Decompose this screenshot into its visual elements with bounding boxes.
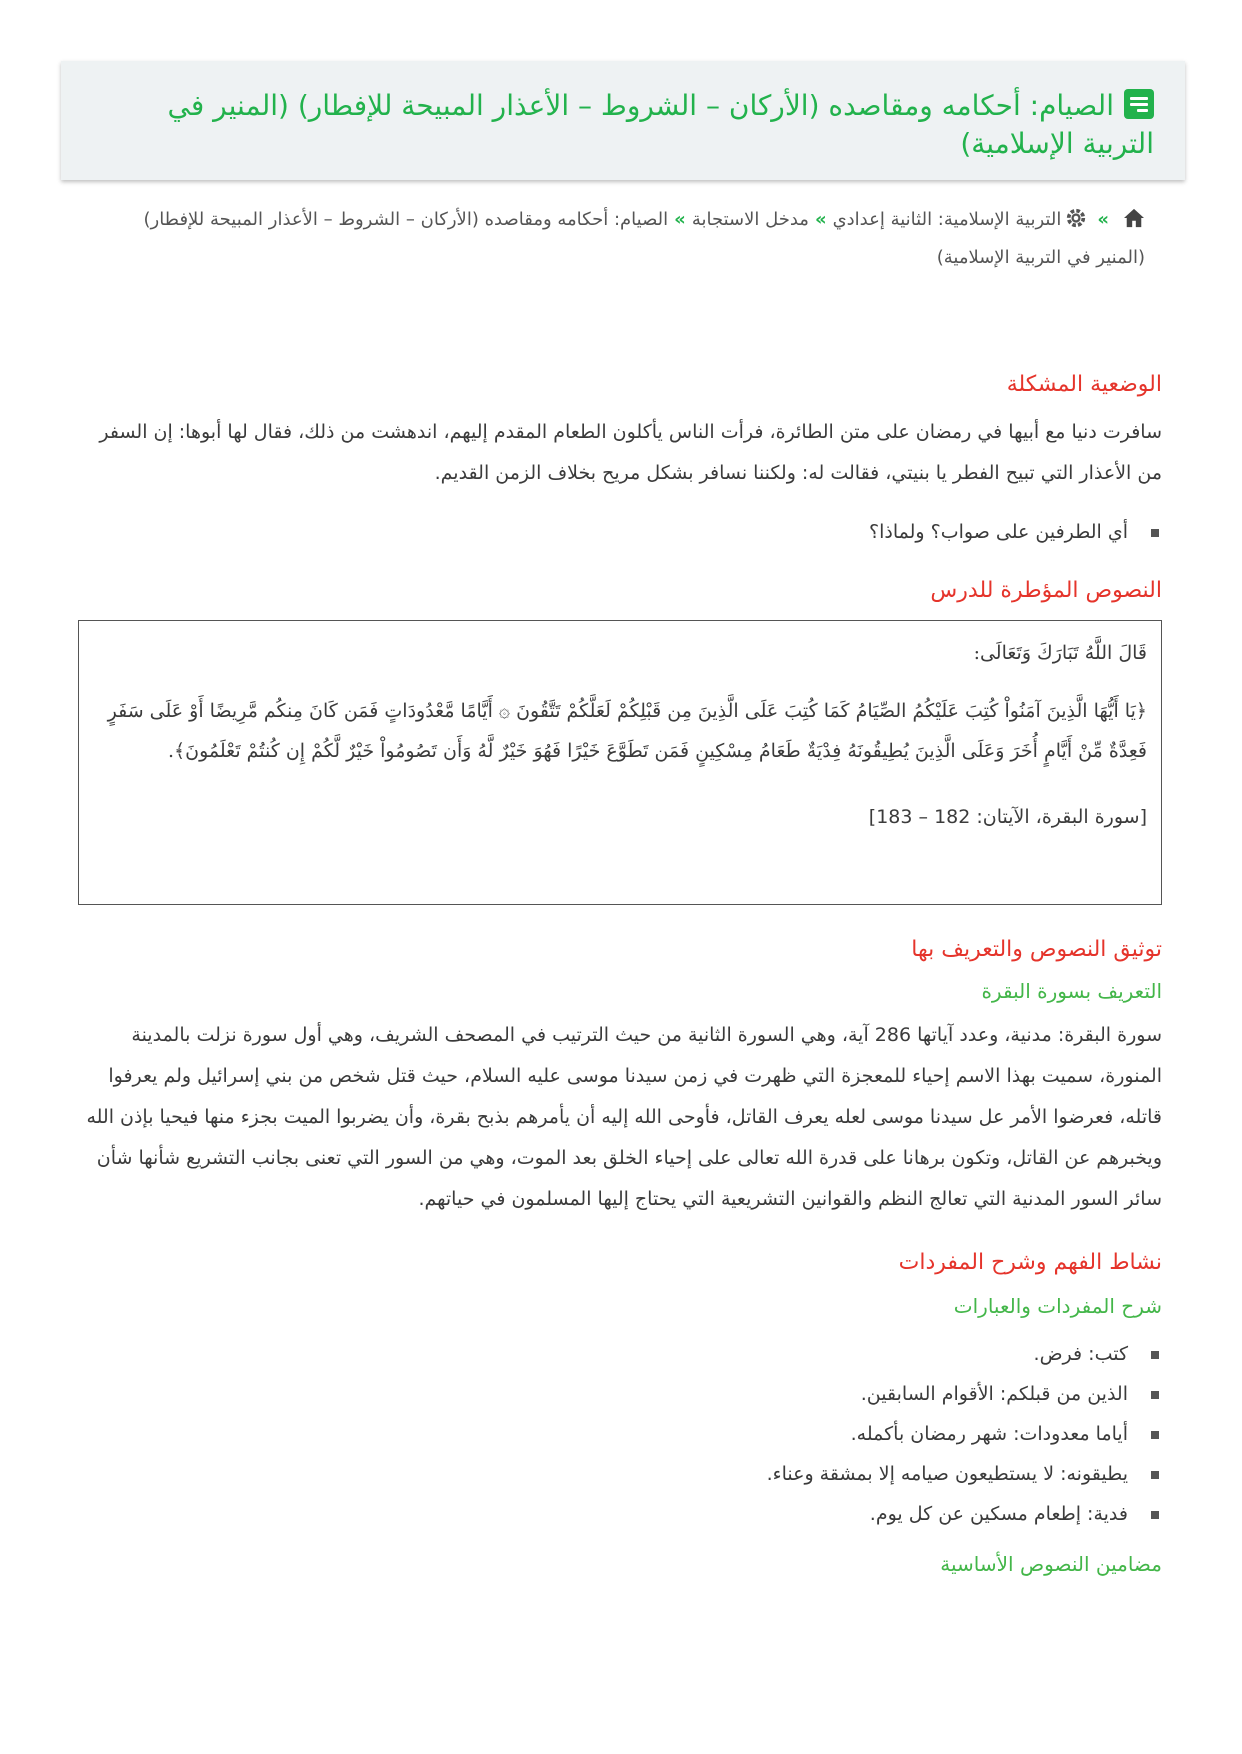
section-title-situation: الوضعية المشكلة — [1006, 372, 1162, 397]
quran-verse: ﴿يَا أَيُّهَا الَّذِينَ آمَنُواْ كُتِبَ عَلَيْكُمُ الصِّيَامُ كَمَا كُتِبَ عَلَى الَّذِينَ مِن قَبْلِكُمْ لَعَلَّكُمْ تَتَّقُونَ ۞ أَيَّامًا مَّعْدُودَاتٍ فَمَن كَانَ مِنكُم مَّرِيضًا أَوْ عَلَى سَفَرٍ فَعِدَّةٌ مِّنْ أَيَّامٍ أُخَرَ وَعَلَى الَّذِينَ يُطِيقُونَهُ فِدْيَةٌ طَعَامُ مِسْكِينٍ فَمَن تَطَوَّعَ خَيْرًا فَهُوَ خَيْرٌ لَّهُ وَأَن تَصُومُواْ خَيْرٌ لَّكُمْ إِن كُنتُمْ تَعْلَمُونَ﴾. — [107, 700, 1147, 762]
list-item: أياما معدودات: شهر رمضان بأكمله. — [78, 1414, 1162, 1454]
quran-text-box — [78, 620, 1162, 905]
situation-questions — [78, 512, 1162, 552]
subtitle-vocabulary: شرح المفردات والعبارات — [953, 1294, 1162, 1318]
header-card — [61, 61, 1185, 180]
list-item: يطيقونه: لا يستطيعون صيامه إلا بمشقة وعناء. — [78, 1454, 1162, 1494]
section-title-vocabulary: نشاط الفهم وشرح المفردات — [898, 1250, 1162, 1275]
list-item: أي الطرفين على صواب؟ ولماذا؟ — [78, 512, 1162, 552]
document-icon — [1124, 89, 1154, 119]
quran-intro: قَالَ اللَّهُ تَبَارَكَ وَتَعَالَى: — [973, 642, 1147, 664]
breadcrumb-link-grade[interactable]: التربية الإسلامية: الثانية إعدادي — [832, 209, 1062, 230]
gear-icon — [1065, 207, 1087, 229]
breadcrumb-link-module[interactable]: مدخل الاستجابة — [691, 209, 809, 230]
list-item: الذين من قبلكم: الأقوام السابقين. — [78, 1374, 1162, 1414]
breadcrumb-separator: » — [1097, 209, 1109, 230]
vocabulary-list — [78, 1334, 1162, 1534]
list-item: كتب: فرض. — [78, 1334, 1162, 1374]
subtitle-surah-intro: التعريف بسورة البقرة — [981, 979, 1162, 1003]
breadcrumb-separator: » — [674, 209, 686, 230]
subtitle-main-contents: مضامين النصوص الأساسية — [940, 1552, 1162, 1576]
breadcrumb-separator: » — [814, 209, 827, 230]
situation-text: سافرت دنيا مع أبيها في رمضان على متن الطائرة، فرأت الناس يأكلون الطعام المقدم إليهم، اندهشت من ذلك، فقال لها أبوها: إن السفر من الأعذار التي تبيح الفطر يا بنيتي، فقالت له: ولكننا نسافر بشكل مريح بخلاف الزمن القديم. — [99, 421, 1162, 484]
section-title-texts: النصوص المؤطرة للدرس — [930, 578, 1162, 603]
quran-reference: [سورة البقرة، الآيتان: 182 – 183] — [868, 806, 1147, 828]
page-title — [101, 87, 1154, 163]
breadcrumb — [100, 201, 1145, 277]
surah-description: سورة البقرة: مدنية، وعدد آياتها 286 آية، وهي السورة الثانية من حيث الترتيب في المصحف الشريف، وهي أول سورة نزلت بالمدينة المنورة، سميت بهذا الاسم إحياء للمعجزة التي ظهرت في زمن سيدنا موسى عليه السلام، حيث قتل شخص من بني إسرائيل ولم يعرفوا قاتله، فعرضوا الأمر عل سيدنا موسى لعله يعرف القاتل، فأوحى الله إليه أن يأمرهم بذبح بقرة، وأن يضربوا الميت بجزء منها فيحيا بإذن الله ويخبرهم عن القاتل، وتكون برهانا على قدرة الله تعالى على إحياء الخلق بعد الموت، وهي من السور التي تعنى بجانب التشريع شأنها شأن سائر السور المدنية التي تعالج النظم والقوانين التشريعية التي يحتاج إليها المسلمون في حياتهم. — [86, 1024, 1162, 1210]
section-title-documentation: توثيق النصوص والتعريف بها — [911, 937, 1162, 962]
list-item: فدية: إطعام مسكين عن كل يوم. — [78, 1494, 1162, 1534]
page-title-text: الصيام: أحكامه ومقاصده (الأركان – الشروط – الأعذار المبيحة للإفطار) (المنير في التربية الإسلامية) — [167, 89, 1154, 160]
home-icon[interactable] — [1123, 208, 1145, 228]
breadcrumb-current: الصيام: أحكامه ومقاصده (الأركان – الشروط – الأعذار المبيحة للإفطار) (المنير في التربية الإسلامية) — [143, 209, 1145, 268]
lesson-content — [78, 370, 1162, 1578]
